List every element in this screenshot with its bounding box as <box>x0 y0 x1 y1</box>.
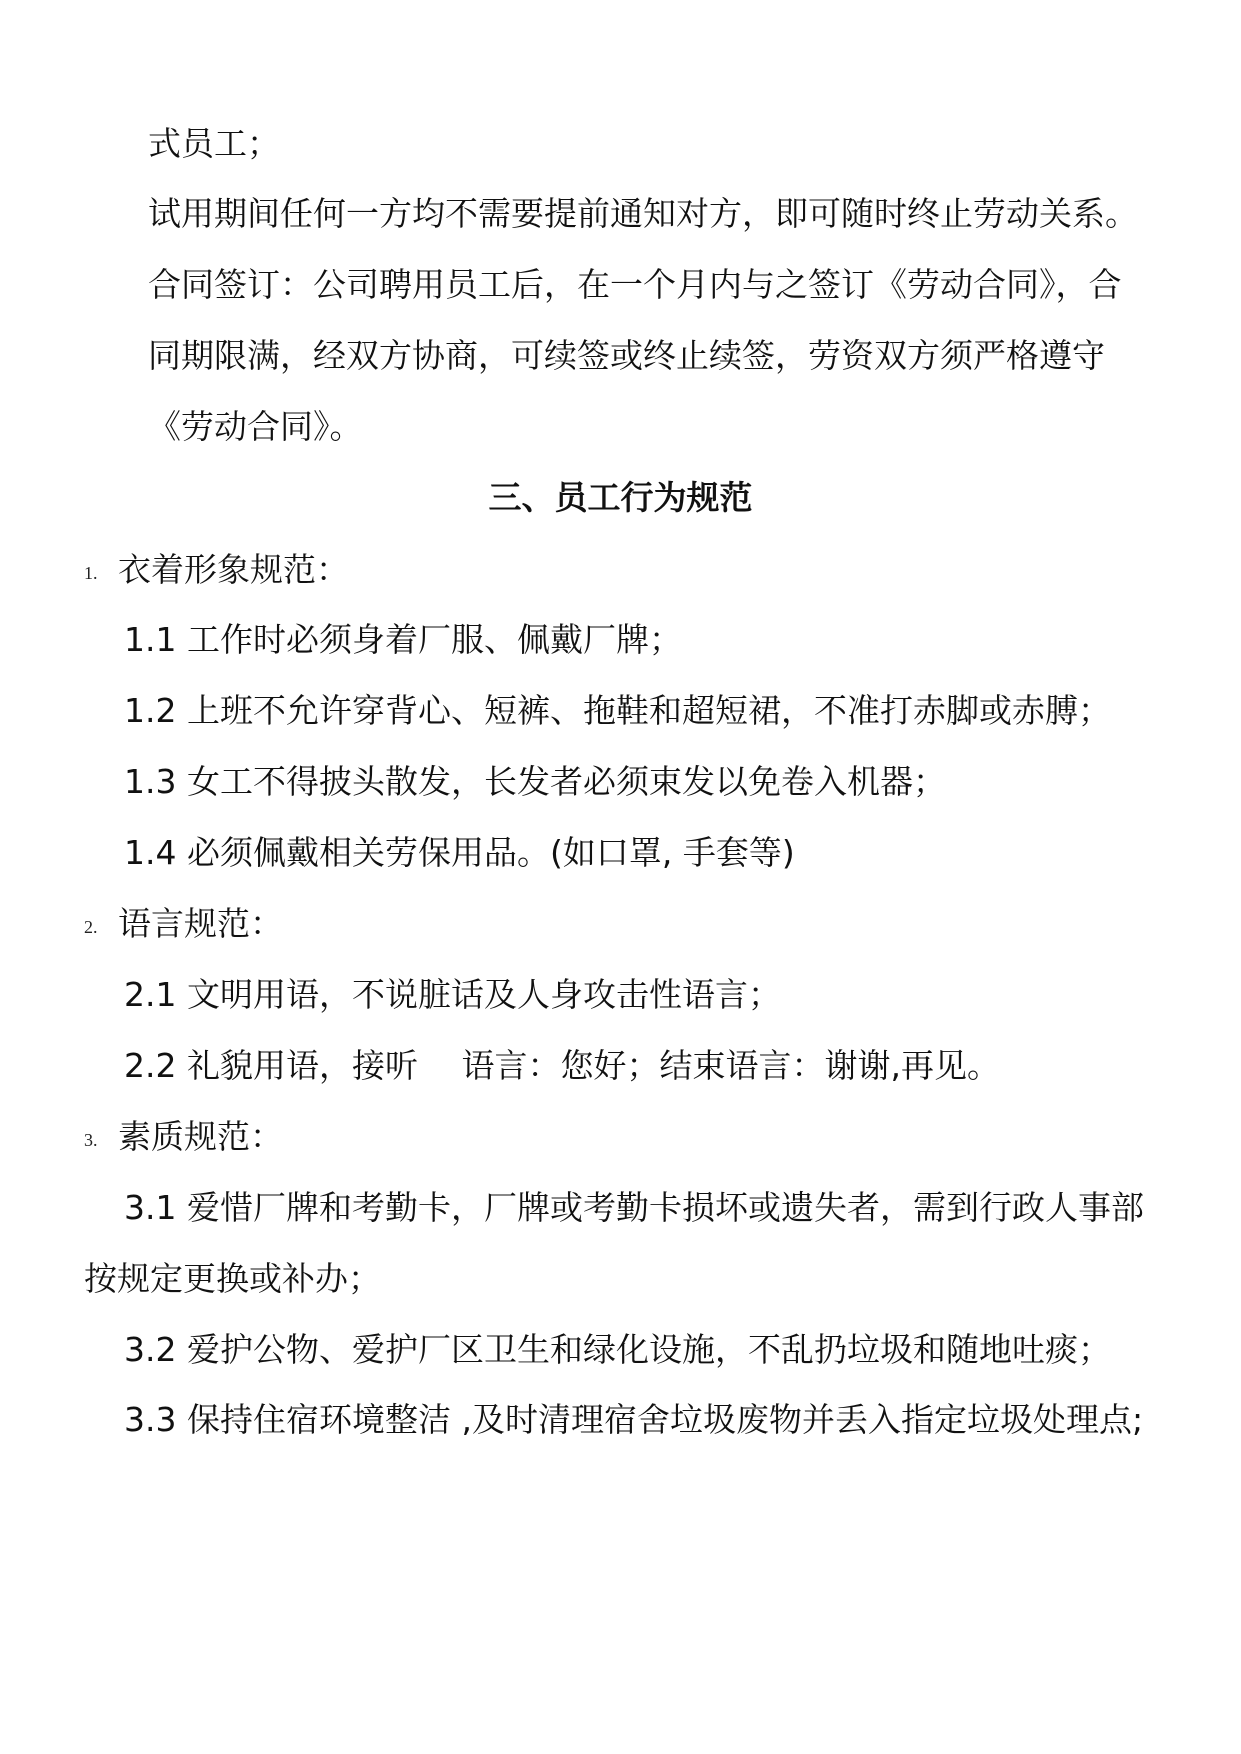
section-heading: 三、员工行为规范 <box>488 478 753 517</box>
list-marker-2: 2. <box>84 917 98 937</box>
subitem-3-3: 3.3 保持住宿环境整洁 ,及时清理宿舍垃圾废物并丢入指定垃圾处理点; <box>124 1400 1144 1439</box>
intro-line-5: 《劳动合同》。 <box>148 407 363 446</box>
item-title-2: 语言规范： <box>118 904 283 943</box>
subitem-1-2: 1.2 上班不允许穿背心、短裤、拖鞋和超短裙，不准打赤脚或赤膊； <box>124 691 1111 730</box>
subitem-3-2: 3.2 爱护公物、爱护厂区卫生和绿化设施，不乱扔垃圾和随地吐痰； <box>124 1330 1111 1369</box>
item-title-1: 衣着形象规范： <box>118 550 349 589</box>
subitem-1-4: 1.4 必须佩戴相关劳保用品。(如口罩, 手套等) <box>124 833 795 872</box>
subitem-3-1: 3.1 爱惜厂牌和考勤卡，厂牌或考勤卡损坏或遗失者，需到行政人事部 <box>124 1188 1144 1227</box>
list-marker-1: 1. <box>84 563 98 583</box>
subitem-2-2: 2.2 礼貌用语，接听 语言：您好；结束语言：谢谢,再见。 <box>124 1046 1000 1085</box>
subitem-1-1: 1.1 工作时必须身着厂服、佩戴厂牌； <box>124 620 682 659</box>
intro-line-4: 同期限满，经双方协商，可续签或终止续签，劳资双方须严格遵守 <box>148 336 1105 375</box>
intro-line-3: 合同签订：公司聘用员工后，在一个月内与之签订《劳动合同》，合 <box>148 265 1122 304</box>
subitem-3-1-continued: 按规定更换或补办； <box>84 1259 381 1298</box>
list-marker-3: 3. <box>84 1130 98 1150</box>
subitem-2-1: 2.1 文明用语，不说脏话及人身攻击性语言； <box>124 975 781 1014</box>
subitem-1-3: 1.3 女工不得披头散发，长发者必须束发以免卷入机器； <box>124 762 946 801</box>
item-title-3: 素质规范： <box>118 1117 283 1156</box>
intro-line-2: 试用期间任何一方均不需要提前通知对方，即可随时终止劳动关系。 <box>148 194 1138 233</box>
intro-line-1: 式员工； <box>148 124 280 163</box>
